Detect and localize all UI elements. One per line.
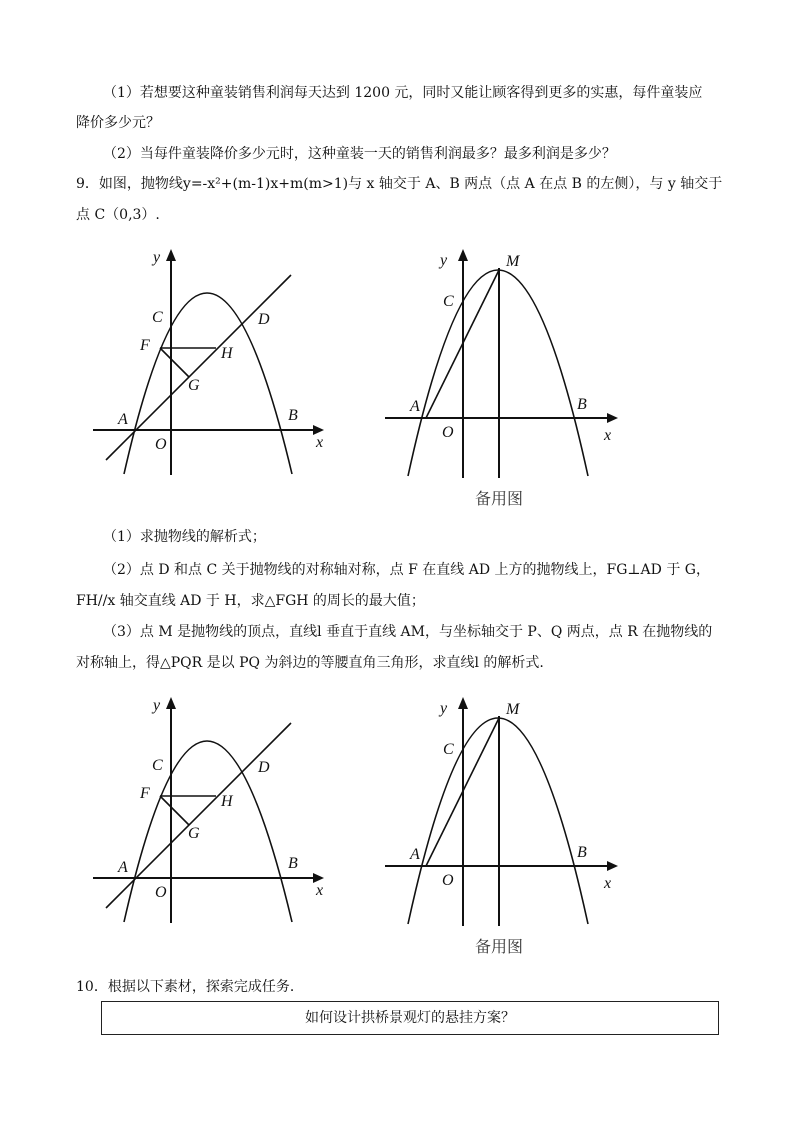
- figure-right-1: [380, 240, 630, 510]
- y-axis-label: y: [153, 697, 161, 714]
- spare-figure-caption: 备用图: [475, 489, 524, 508]
- y-axis-label: y: [153, 249, 161, 266]
- point-b-label: B: [288, 855, 298, 872]
- origin-label: O: [155, 884, 167, 901]
- point-g-label: G: [188, 377, 200, 394]
- spare-figure-caption: 备用图: [475, 937, 524, 956]
- q9-stem-line2: 点 C（0,3）.: [76, 207, 160, 223]
- point-a-label: A: [410, 846, 420, 863]
- point-f-label: F: [140, 337, 150, 354]
- point-f-label: F: [140, 785, 150, 802]
- point-m-label: M: [506, 701, 520, 718]
- x-axis-label: x: [604, 875, 612, 892]
- q8-part1-line2: 降价多少元？: [76, 115, 160, 131]
- origin-label: O: [155, 436, 167, 453]
- x-axis-label: x: [316, 882, 324, 899]
- q10-title-box: 如何设计拱桥景观灯的悬挂方案？: [101, 1001, 719, 1035]
- point-b-label: B: [577, 396, 587, 413]
- point-h-label: H: [221, 345, 233, 362]
- point-a-label: A: [118, 411, 128, 428]
- point-m-label: M: [506, 253, 520, 270]
- figure-left-1: [88, 240, 338, 480]
- point-c-label: C: [152, 757, 163, 774]
- x-axis-label: x: [316, 434, 324, 451]
- q9-part2-line2: FH//x 轴交直线 AD 于 H，求△FGH 的周长的最大值；: [76, 593, 425, 609]
- point-b-label: B: [288, 407, 298, 424]
- point-a-label: A: [118, 859, 128, 876]
- q8-part2: （2）当每件童装降价多少元时，这种童装一天的销售利润最多？最多利润是多少？: [103, 146, 616, 162]
- q9-stem-line1: 9．如图，抛物线y=-x²+(m-1)x+m(m>1)与 x 轴交于 A、B 两点（点 A 在点 B 的左侧），与 y 轴交于: [76, 176, 723, 192]
- y-axis-label: y: [440, 252, 448, 269]
- q8-part1-line1: （1）若想要这种童装销售利润每天达到 1200 元，同时又能让顾客得到更多的实惠，每件童装应: [103, 85, 703, 101]
- point-c-label: C: [152, 309, 163, 326]
- point-a-label: A: [410, 398, 420, 415]
- point-h-label: H: [221, 793, 233, 810]
- point-b-label: B: [577, 844, 587, 861]
- point-c-label: C: [443, 741, 454, 758]
- point-d-label: D: [258, 759, 270, 776]
- q9-part1: （1）求抛物线的解析式；: [103, 529, 266, 545]
- point-c-label: C: [443, 293, 454, 310]
- figure-right-2: [380, 688, 630, 958]
- point-g-label: G: [188, 825, 200, 842]
- x-axis-label: x: [604, 427, 612, 444]
- q9-part2-line1: （2）点 D 和点 C 关于抛物线的对称轴对称，点 F 在直线 AD 上方的抛物线上，FG⊥AD 于 G，: [103, 562, 710, 578]
- point-d-label: D: [258, 311, 270, 328]
- q10-stem: 10．根据以下素材，探索完成任务．: [76, 979, 304, 995]
- figure-left-2: [88, 688, 338, 928]
- q9-part3-line1: （3）点 M 是抛物线的顶点，直线l 垂直于直线 AM，与坐标轴交于 P、Q 两点，点 R 在抛物线的: [103, 624, 713, 640]
- y-axis-label: y: [440, 700, 448, 717]
- origin-label: O: [442, 424, 454, 441]
- origin-label: O: [442, 872, 454, 889]
- q9-part3-line2: 对称轴上，得△PQR 是以 PQ 为斜边的等腰直角三角形，求直线l 的解析式.: [76, 655, 544, 671]
